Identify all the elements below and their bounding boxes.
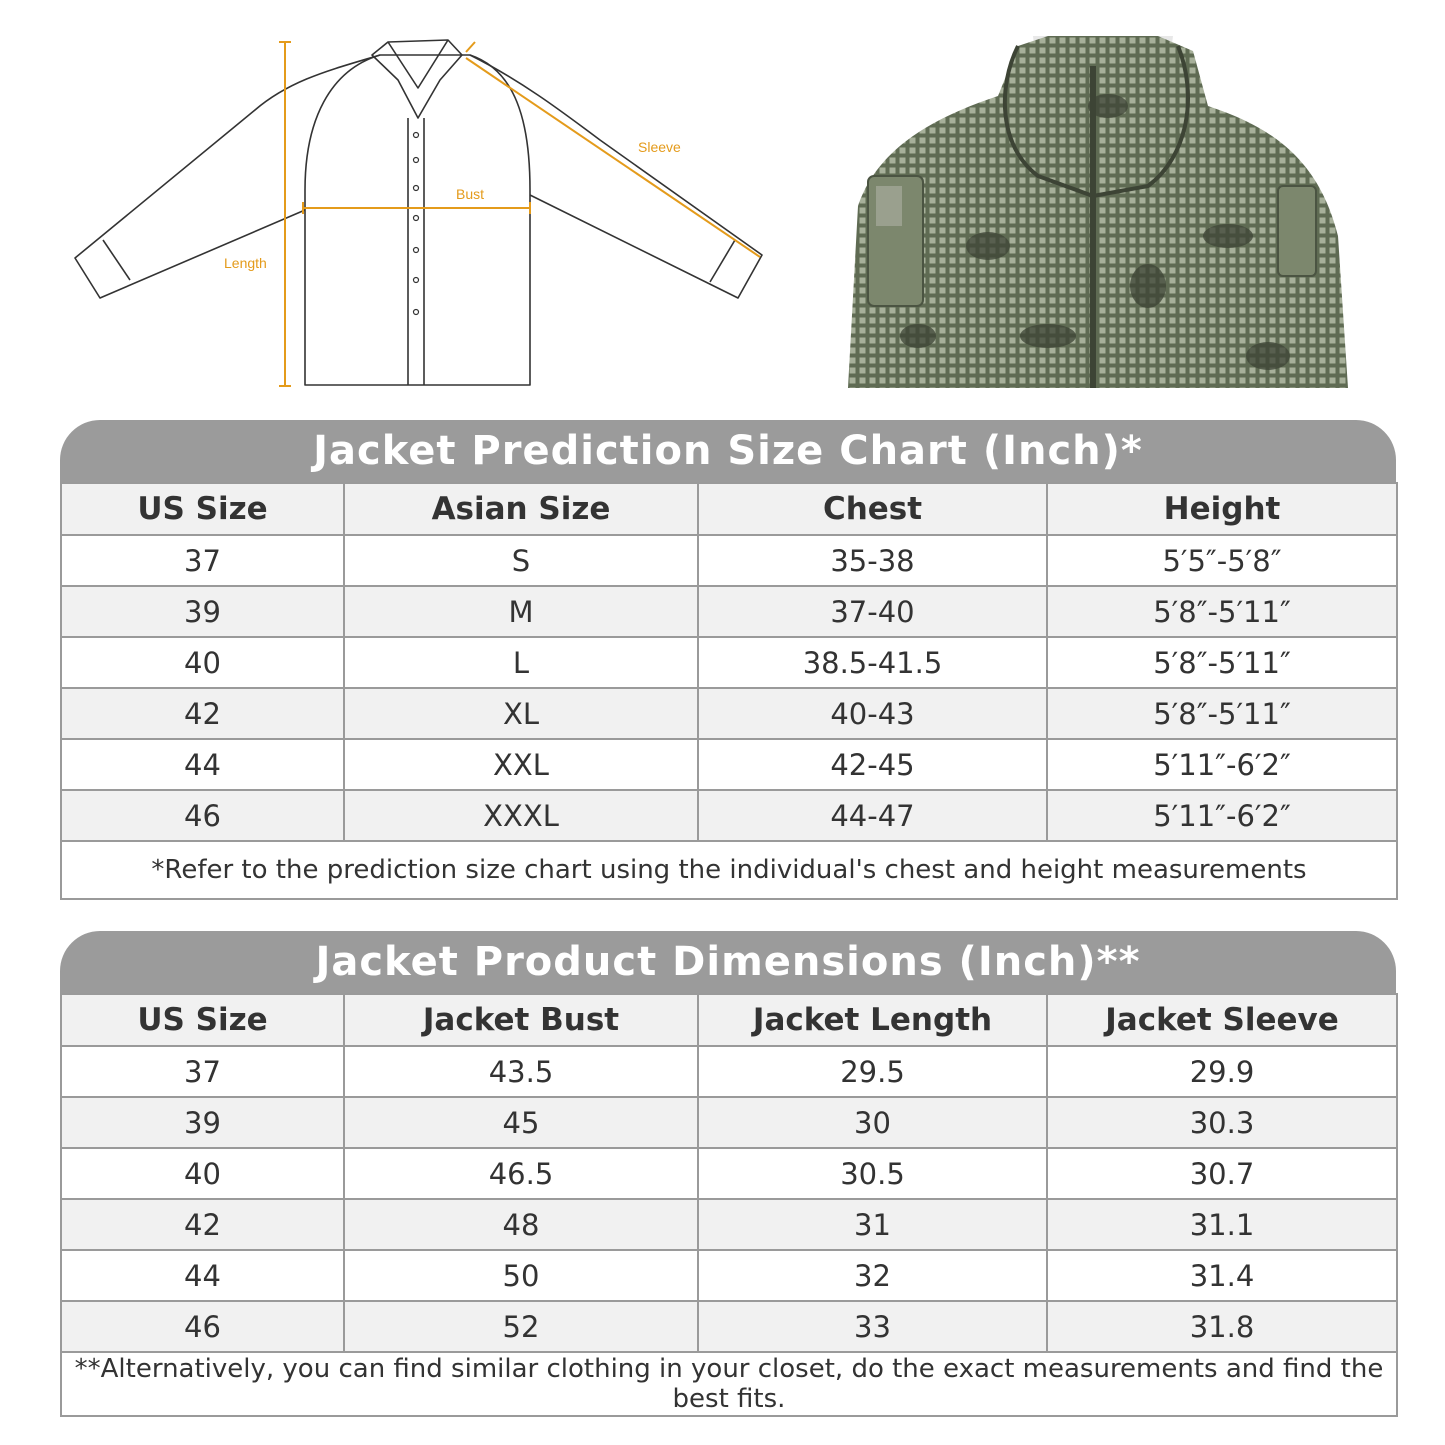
cell: 37 bbox=[61, 535, 344, 586]
cell: 39 bbox=[61, 586, 344, 637]
cell: 42-45 bbox=[698, 739, 1047, 790]
table-row bbox=[61, 1046, 1397, 1097]
cell: 30.3 bbox=[1047, 1097, 1397, 1148]
cell: XXXL bbox=[344, 790, 698, 841]
cell: 5′11″-6′2″ bbox=[1047, 790, 1397, 841]
cell: 42 bbox=[61, 1199, 344, 1250]
cell: 43.5 bbox=[344, 1046, 698, 1097]
dimensions-table bbox=[60, 993, 1398, 1417]
cell: 32 bbox=[698, 1250, 1047, 1301]
length-label: Length bbox=[224, 255, 267, 271]
header-chest: Chest bbox=[698, 483, 1047, 535]
size-chart-block bbox=[60, 420, 1396, 900]
cell: 46 bbox=[61, 1301, 344, 1352]
size-chart-table bbox=[60, 482, 1398, 900]
table-row bbox=[61, 637, 1397, 688]
table-row bbox=[61, 1097, 1397, 1148]
dimensions-block bbox=[60, 931, 1396, 1417]
cell: 31.8 bbox=[1047, 1301, 1397, 1352]
header-us-size: US Size bbox=[61, 483, 344, 535]
dimensions-title: Jacket Product Dimensions (Inch)** bbox=[60, 931, 1396, 993]
cell: 30.5 bbox=[698, 1148, 1047, 1199]
header-jacket-sleeve: Jacket Sleeve bbox=[1047, 994, 1397, 1046]
cell: 30 bbox=[698, 1097, 1047, 1148]
cell: 40 bbox=[61, 637, 344, 688]
cell: XXL bbox=[344, 739, 698, 790]
cell: 5′8″-5′11″ bbox=[1047, 586, 1397, 637]
cell: S bbox=[344, 535, 698, 586]
cell: XL bbox=[344, 688, 698, 739]
cell: L bbox=[344, 637, 698, 688]
note-row bbox=[61, 841, 1397, 899]
note-row bbox=[61, 1352, 1397, 1416]
table-row bbox=[61, 739, 1397, 790]
cell: 5′5″-5′8″ bbox=[1047, 535, 1397, 586]
bust-label: Bust bbox=[456, 186, 485, 202]
cell: 37 bbox=[61, 1046, 344, 1097]
table-header-row bbox=[61, 483, 1397, 535]
cell: 46.5 bbox=[344, 1148, 698, 1199]
dimensions-note: **Alternatively, you can find similar clothing in your closet, do the exact measurements and find the best fits. bbox=[61, 1352, 1397, 1416]
cell: 33 bbox=[698, 1301, 1047, 1352]
cell: 50 bbox=[344, 1250, 698, 1301]
cell: 5′8″-5′11″ bbox=[1047, 688, 1397, 739]
cell: 38.5-41.5 bbox=[698, 637, 1047, 688]
cell: 37-40 bbox=[698, 586, 1047, 637]
sleeve-label: Sleeve bbox=[638, 139, 681, 155]
cell: 29.9 bbox=[1047, 1046, 1397, 1097]
header-jacket-bust: Jacket Bust bbox=[344, 994, 698, 1046]
size-chart-note: *Refer to the prediction size chart using the individual's chest and height measurements bbox=[61, 841, 1397, 899]
cell: 31.1 bbox=[1047, 1199, 1397, 1250]
table-row bbox=[61, 1199, 1397, 1250]
table-row bbox=[61, 535, 1397, 586]
cell: 40-43 bbox=[698, 688, 1047, 739]
cell: 31.4 bbox=[1047, 1250, 1397, 1301]
table-row bbox=[61, 586, 1397, 637]
cell: 44 bbox=[61, 1250, 344, 1301]
table-header-row bbox=[61, 994, 1397, 1046]
table-row bbox=[61, 1148, 1397, 1199]
cell: 40 bbox=[61, 1148, 344, 1199]
cell: 31 bbox=[698, 1199, 1047, 1250]
jacket-measurement-diagram bbox=[0, 0, 800, 410]
table-row bbox=[61, 790, 1397, 841]
table-row bbox=[61, 1301, 1397, 1352]
header-asian-size: Asian Size bbox=[344, 483, 698, 535]
cell: 29.5 bbox=[698, 1046, 1047, 1097]
size-chart-title: Jacket Prediction Size Chart (Inch)* bbox=[60, 420, 1396, 482]
cell: 46 bbox=[61, 790, 344, 841]
cell: 35-38 bbox=[698, 535, 1047, 586]
cell: 39 bbox=[61, 1097, 344, 1148]
header-height: Height bbox=[1047, 483, 1397, 535]
cell: 44 bbox=[61, 739, 344, 790]
cell: 52 bbox=[344, 1301, 698, 1352]
header-jacket-length: Jacket Length bbox=[698, 994, 1047, 1046]
table-row bbox=[61, 688, 1397, 739]
header-us-size: US Size bbox=[61, 994, 344, 1046]
cell: 42 bbox=[61, 688, 344, 739]
cell: 5′11″-6′2″ bbox=[1047, 739, 1397, 790]
cell: 5′8″-5′11″ bbox=[1047, 637, 1397, 688]
camo-jacket-photo bbox=[848, 36, 1348, 388]
cell: 48 bbox=[344, 1199, 698, 1250]
cell: M bbox=[344, 586, 698, 637]
cell: 30.7 bbox=[1047, 1148, 1397, 1199]
cell: 44-47 bbox=[698, 790, 1047, 841]
table-row bbox=[61, 1250, 1397, 1301]
cell: 45 bbox=[344, 1097, 698, 1148]
